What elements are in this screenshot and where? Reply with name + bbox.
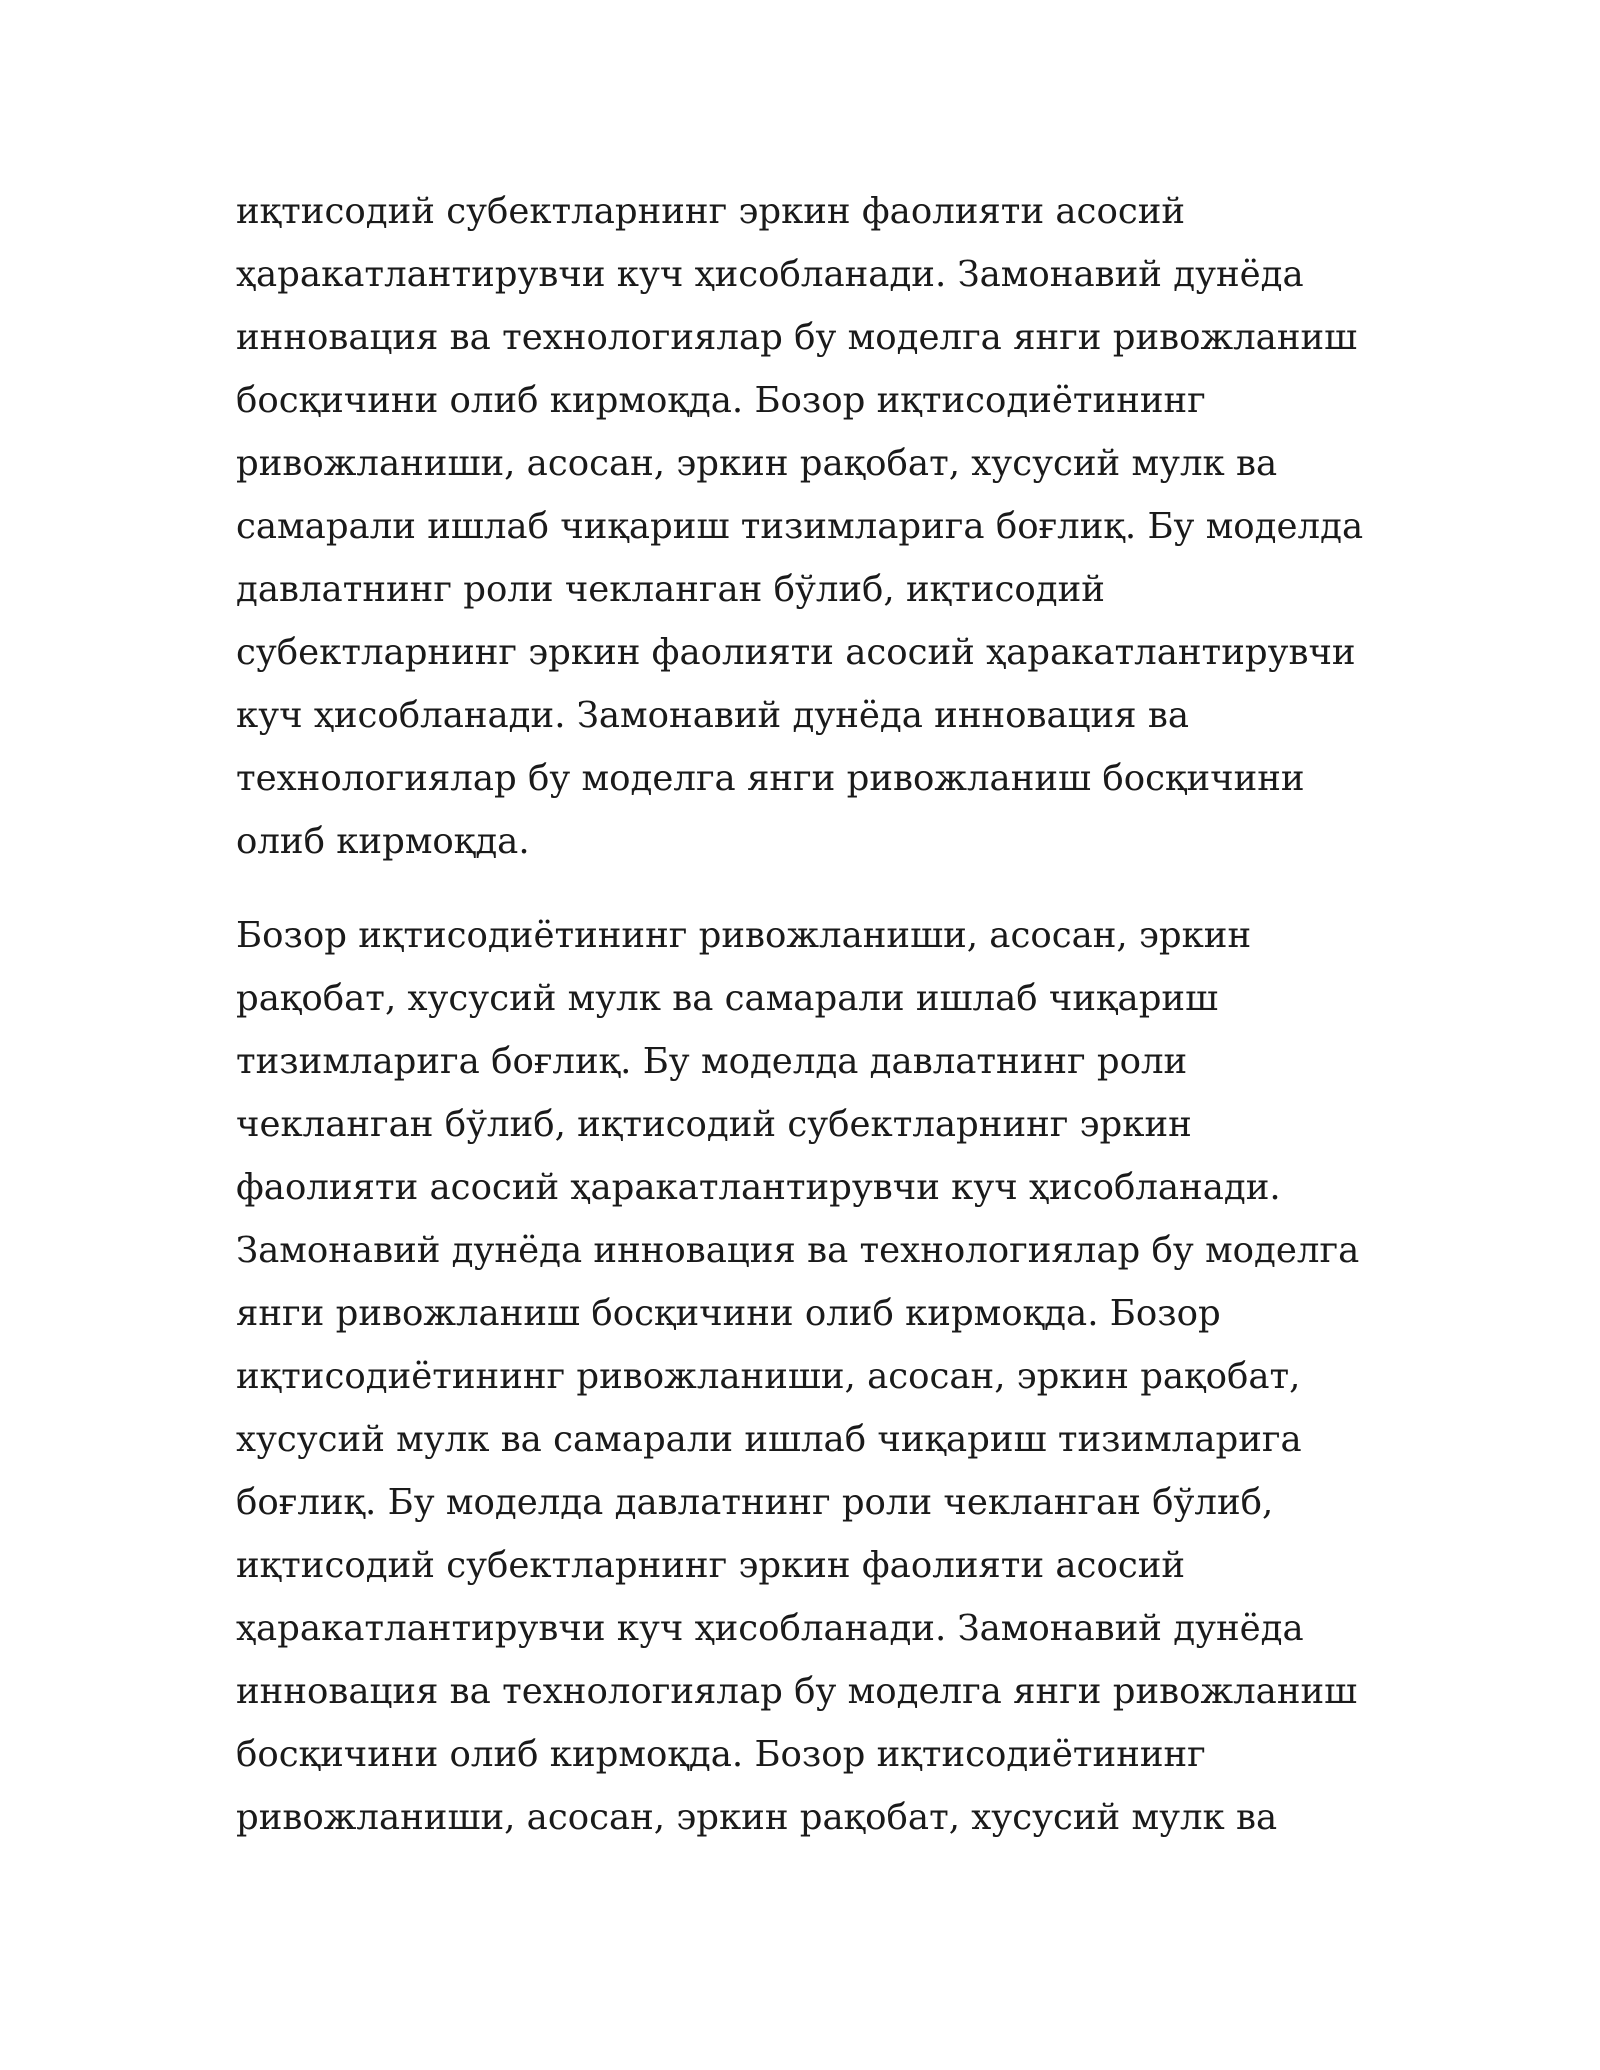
text-line: Замонавий дунёда инновация ва технологиялар бу моделга: [236, 1230, 1360, 1271]
text-line: инновация ва технологиялар бу моделга янги ривожланиш: [236, 317, 1358, 358]
text-line: босқичини олиб кирмоқда. Бозор иқтисодиётининг: [236, 380, 1206, 421]
text-line: рақобат, хусусий мулк ва самарали ишлаб чиқариш: [236, 978, 1219, 1019]
text-line: чекланган бўлиб, иқтисодий субектларнинг эркин: [236, 1104, 1192, 1145]
text-line: иқтисодиётининг ривожланиши, асосан, эркин рақобат,: [236, 1356, 1301, 1397]
text-line: хусусий мулк ва самарали ишлаб чиқариш тизимларига: [236, 1419, 1302, 1460]
text-line: субектларнинг эркин фаолияти асосий ҳаракатлантирувчи: [236, 632, 1356, 673]
text-line: инновация ва технологиялар бу моделга янги ривожланиш: [236, 1671, 1358, 1712]
text-line: ривожланиши, асосан, эркин рақобат, хусусий мулк ва: [236, 1797, 1278, 1838]
text-line: ҳаракатлантирувчи куч ҳисобланади. Замонавий дунёда: [236, 254, 1304, 295]
paragraph-spacer: [236, 873, 1376, 904]
text-line: иқтисодий субектларнинг эркин фаолияти асосий: [236, 191, 1186, 232]
text-line: тизимларига боғлиқ. Бу моделда давлатнинг роли: [236, 1041, 1188, 1082]
text-line: босқичини олиб кирмоқда. Бозор иқтисодиётининг: [236, 1734, 1206, 1775]
text-line: Бозор иқтисодиётининг ривожланиши, асосан, эркин: [236, 915, 1252, 956]
text-line: янги ривожланиш босқичини олиб кирмоқда. Бозор: [236, 1293, 1221, 1334]
text-line: самарали ишлаб чиқариш тизимларига боғлиқ. Бу моделда: [236, 506, 1364, 547]
text-line: давлатнинг роли чекланган бўлиб, иқтисодий: [236, 569, 1105, 610]
text-line: боғлиқ. Бу моделда давлатнинг роли чекланган бўлиб,: [236, 1482, 1274, 1523]
paragraph: [236, 180, 1376, 873]
body-text: [236, 180, 1376, 1849]
paragraph: [236, 904, 1376, 1849]
text-line: куч ҳисобланади. Замонавий дунёда инновация ва: [236, 695, 1190, 736]
text-line: иқтисодий субектларнинг эркин фаолияти асосий: [236, 1545, 1186, 1586]
text-line: олиб кирмоқда.: [236, 821, 530, 862]
text-line: технологиялар бу моделга янги ривожланиш босқичини: [236, 758, 1305, 799]
text-line: ҳаракатлантирувчи куч ҳисобланади. Замонавий дунёда: [236, 1608, 1304, 1649]
text-line: фаолияти асосий ҳаракатлантирувчи куч ҳисобланади.: [236, 1167, 1281, 1208]
text-line: ривожланиши, асосан, эркин рақобат, хусусий мулк ва: [236, 443, 1278, 484]
